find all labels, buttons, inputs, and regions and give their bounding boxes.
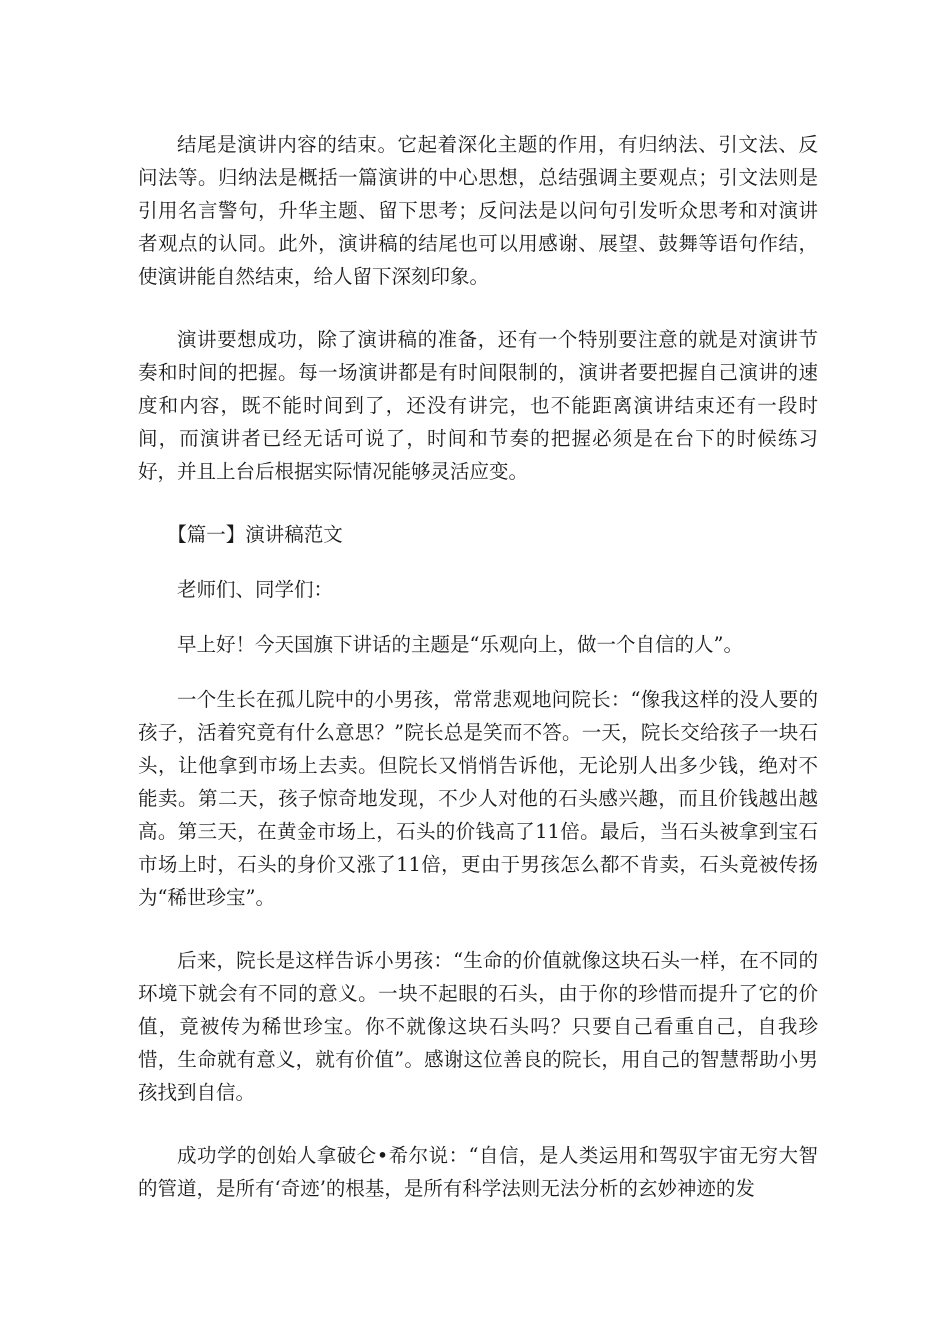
- paragraph-rhythm-time: 演讲要想成功，除了演讲稿的准备，还有一个特别要注意的就是对演讲节奏和时间的把握。每一场演讲都是有时间限制的，演讲者要把握自己演讲的速度和内容，既不能时间到了，还没有讲完，也不能距离演讲结束还有一段时间，而演讲者已经无话可说了，时间和节奏的把握必须是在台下的时候练习好，并且上台后根据实际情况能够灵活应变。: [138, 328, 818, 483]
- paragraph-conclusion: 结尾是演讲内容的结束。它起着深化主题的作用，有归纳法、引文法、反问法等。归纳法是概括一篇演讲的中心思想，总结强调主要观点；引文法则是引用名言警句，升华主题、留下思考；反问法是以问句引发听众思考和对演讲者观点的认同。此外，演讲稿的结尾也可以用感谢、展望、鼓舞等语句作结，使演讲能自然结束，给人留下深刻印象。: [138, 133, 818, 288]
- document-body: [138, 128, 818, 1205]
- speech-salutation: 老师们、同学们：: [177, 578, 334, 601]
- speech-story-stone: 一个生长在孤儿院中的小男孩，常常悲观地问院长：“像我这样的没人要的孩子，活着究竟有什么意思？”院长总是笑而不答。一天，院长交给孩子一块石头，让他拿到市场上去卖。但院长又悄悄告诉他，无论别人出多少钱，绝对不能卖。第二天，孩子惊奇地发现，不少人对他的石头感兴趣，而且价钱越出越高。第三天，在黄金市场上，石头的价钱高了11倍。最后，当石头被拿到宝石市场上时，石头的身价又涨了11倍，更由于男孩怎么都不肯卖，石头竟被传扬为“稀世珍宝”。: [138, 688, 818, 909]
- speech-story-lesson: 后来，院长是这样告诉小男孩：“生命的价值就像这块石头一样，在不同的环境下就会有不同的意义。一块不起眼的石头，由于你的珍惜而提升了它的价值，竟被传为稀世珍宝。你不就像这块石头吗？只要自己看重自己，自我珍惜，生命就有意义，就有价值”。感谢这位善良的院长，用自己的智慧帮助小男孩找到自信。: [138, 949, 818, 1104]
- section-heading: 【篇一】演讲稿范文: [167, 523, 343, 546]
- speech-greeting: 早上好！今天国旗下讲话的主题是“乐观向上，做一个自信的人”。: [177, 633, 743, 656]
- speech-quote-hill: 成功学的创始人拿破仑•希尔说：“自信，是人类运用和驾驭宇宙无穷大智的管道，是所有‘奇迹’的根基，是所有科学法则无法分析的玄妙神迹的发: [138, 1144, 818, 1200]
